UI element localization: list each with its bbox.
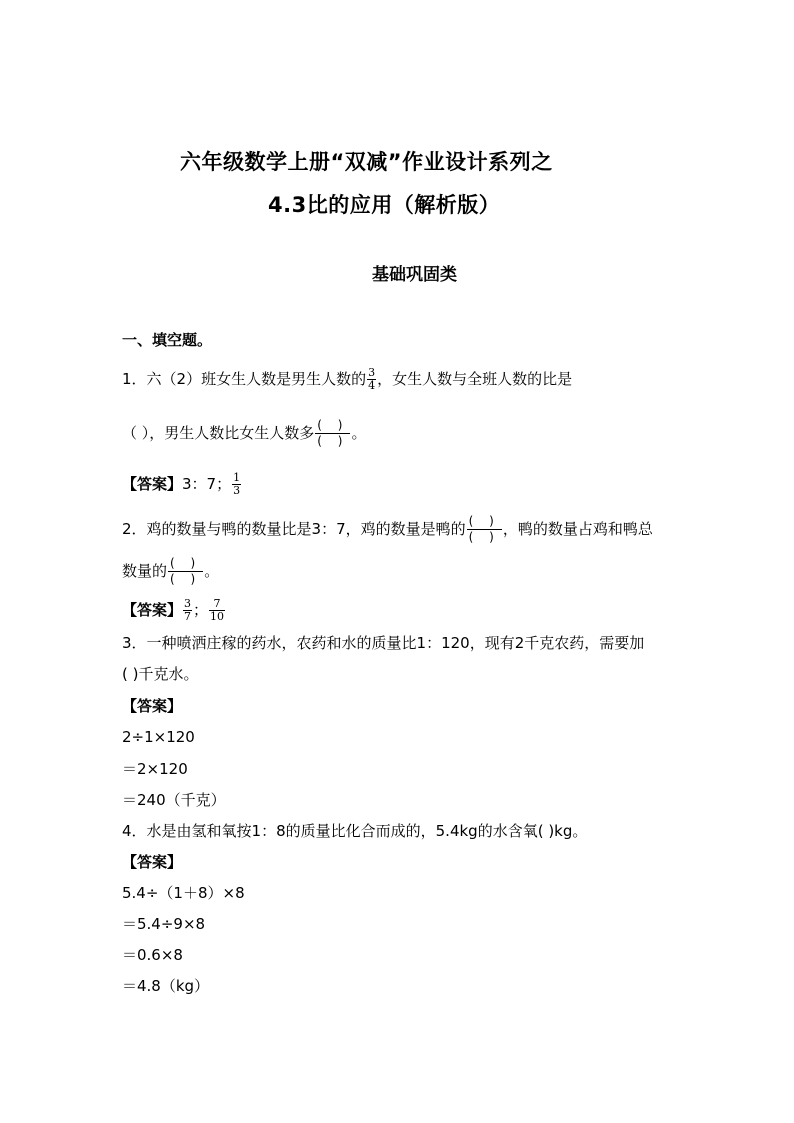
fraction-numerator: 7 [213, 597, 221, 610]
fraction-three-quarters [367, 367, 376, 392]
blank-numerator: ( ) [468, 514, 500, 528]
question-1-text-c: （ ），男生人数比女生人数多 [122, 424, 315, 442]
answer-label: 【答案】 [122, 601, 183, 619]
question-4-step-4: ＝4.8（kg） [122, 977, 210, 995]
question-4-line1: 4．水是由氢和氧按1：8的质量比化合而成的，5.4kg的水含氧( )kg。 [122, 822, 588, 840]
fraction-denominator: 7 [184, 610, 192, 623]
answer-fraction [232, 472, 241, 497]
answer-fraction-2 [209, 598, 225, 623]
blank-fraction [168, 556, 203, 587]
question-4-answer-label: 【答案】 [122, 853, 183, 871]
question-1-answer [122, 472, 242, 497]
blank-numerator: ( ) [170, 556, 202, 570]
fraction-numerator: 1 [233, 471, 241, 484]
page-title-line1: 六年级数学上册“双减”作业设计系列之 [180, 150, 553, 174]
question-2-text-a: 2．鸡的数量与鸭的数量比是3：7，鸡的数量是鸭的 [122, 520, 466, 538]
fraction-numerator: 3 [368, 366, 376, 379]
question-2-answer [122, 598, 226, 623]
blank-fraction [467, 514, 502, 545]
question-3-line1: 3．一种喷洒庄稼的药水，农药和水的质量比1：120，现有2千克农药，需要加 [122, 634, 645, 652]
blank-denominator: ( ) [170, 572, 202, 586]
blank-numerator: ( ) [317, 418, 349, 432]
question-2-line2 [122, 556, 219, 587]
question-1-text-d: 。 [351, 424, 367, 442]
fraction-denominator: 3 [233, 484, 241, 497]
question-4-step-2: ＝5.4÷9×8 [122, 915, 206, 933]
question-3-step-2: ＝2×120 [122, 760, 188, 778]
question-1-line2 [122, 418, 366, 449]
question-3-step-1: 2÷1×120 [122, 728, 195, 746]
question-1-text-a: 1．六（2）班女生人数是男生人数的 [122, 370, 367, 388]
question-4-step-3: ＝0.6×8 [122, 946, 183, 964]
blank-fraction [315, 418, 350, 449]
page-subtitle: 基础巩固类 [372, 265, 457, 285]
question-2-text-c: 数量的 [122, 562, 168, 580]
answer-separator: ； [193, 601, 209, 619]
fraction-numerator: 3 [184, 597, 192, 610]
fraction-denominator: 4 [368, 379, 376, 392]
answer-label: 【答案】 [122, 475, 183, 493]
question-2-text-d: 。 [204, 562, 220, 580]
question-1-line1 [122, 367, 572, 392]
question-2-text-b: ，鸭的数量占鸡和鸭总 [502, 520, 653, 538]
blank-denominator: ( ) [317, 434, 349, 448]
section-heading: 一、填空题。 [122, 331, 213, 349]
question-4-step-1: 5.4÷（1＋8）×8 [122, 884, 245, 902]
blank-denominator: ( ) [468, 530, 500, 544]
answer-text: 3：7； [182, 475, 232, 493]
question-1-text-b: ，女生人数与全班人数的比是 [377, 370, 573, 388]
question-2-line1 [122, 514, 653, 545]
page-title-line2: 4.3比的应用（解析版） [268, 193, 501, 217]
question-3-answer-label: 【答案】 [122, 697, 183, 715]
fraction-denominator: 10 [210, 610, 225, 623]
answer-fraction-1 [183, 598, 192, 623]
question-3-line2: ( )千克水。 [122, 665, 199, 683]
question-3-step-3: ＝240（千克） [122, 791, 226, 809]
